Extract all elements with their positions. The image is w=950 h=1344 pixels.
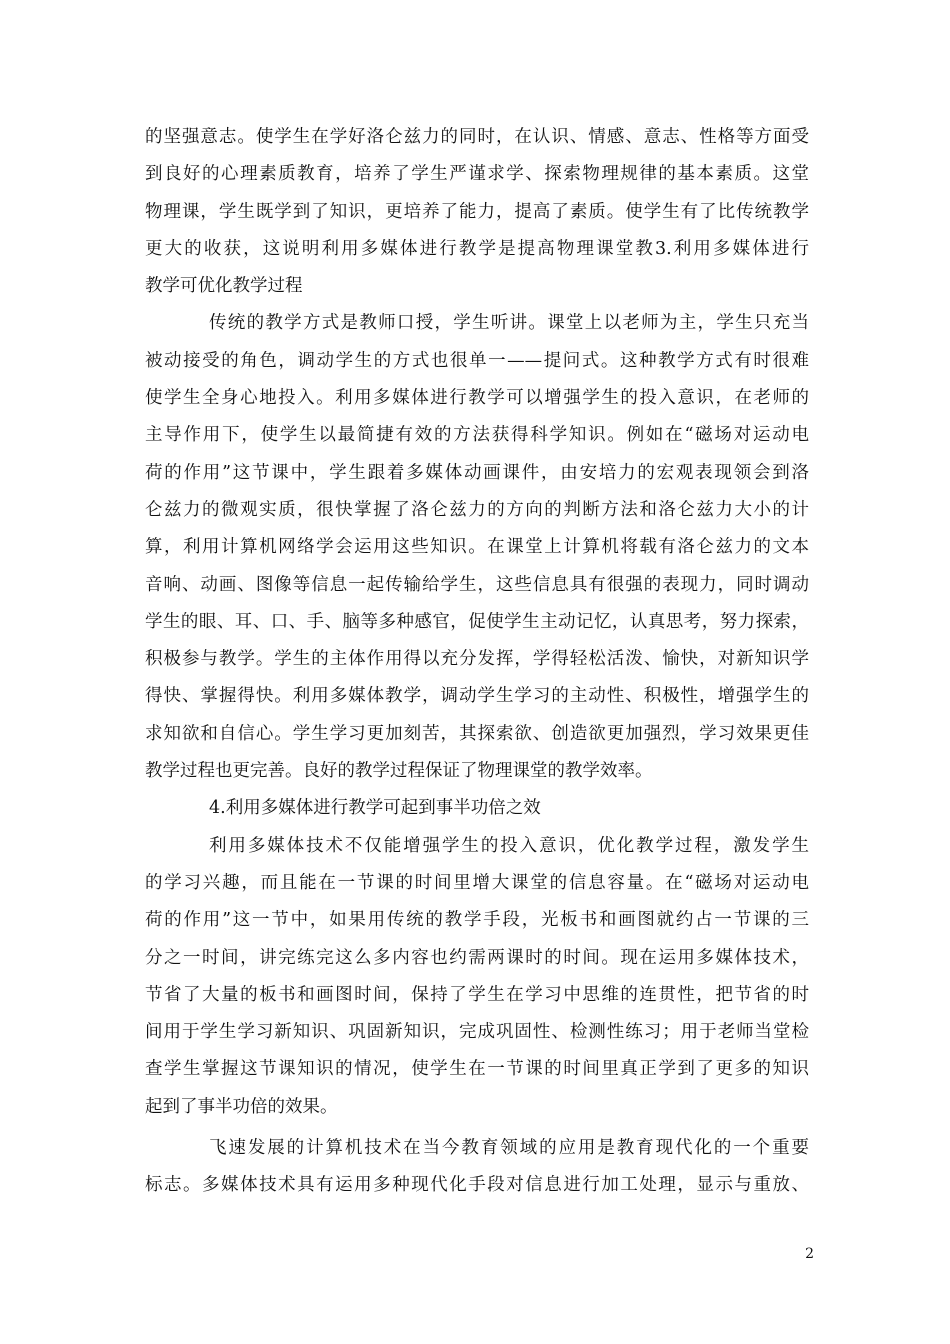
text-line: 求知欲和自信心。学生学习更加刻苦，其探索欲、创造欲更加强烈，学习效果更佳 (145, 723, 809, 744)
text-line: 物理课，学生既学到了知识，更培养了能力，提高了素质。使学生有了比传统教学 (145, 201, 809, 222)
text-line: 使学生全身心地投入。利用多媒体进行教学可以增强学生的投入意识，在老师的 (145, 388, 809, 409)
text-line: 的坚强意志。使学生在学好洛仑兹力的同时，在认识、情感、意志、性格等方面受 (145, 127, 809, 147)
text-line: 标志。多媒体技术具有运用多种现代化手段对信息进行加工处理，显示与重放、 (145, 1175, 809, 1196)
body-text (145, 119, 809, 1205)
text-line: 到良好的心理素质教育，培养了学生严谨求学、探索物理规律的基本素质。这堂 (145, 164, 809, 185)
text-line: 分之一时间，讲完练完这么多内容也约需两课时的时间。现在运用多媒体技术， (145, 947, 809, 968)
text-line: 主导作用下，使学生以最简捷有效的方法获得科学知识。例如在“磁场对运动电 (145, 425, 809, 446)
page-number: 2 (805, 1246, 814, 1262)
text-line: 利用多媒体技术不仅能增强学生的投入意识，优化教学过程，激发学生 (209, 835, 809, 856)
text-line: 传统的教学方式是教师口授，学生听讲。课堂上以老师为主，学生只充当 (209, 313, 809, 334)
text-line: 节省了大量的板书和画图时间，保持了学生在学习中思维的连贯性，把节省的时 (145, 984, 809, 1005)
text-line: 荷的作用”这节课中，学生跟着多媒体动画课件，由安培力的宏观表现领会到洛 (145, 462, 809, 483)
text-line: 荷的作用”这一节中，如果用传统的教学手段，光板书和画图就约占一节课的三 (145, 910, 809, 931)
text-line: 被动接受的角色，调动学生的方式也很单一——提问式。这种教学方式有时很难 (145, 350, 809, 371)
text-line: 算，利用计算机网络学会运用这些知识。在课堂上计算机将载有洛仑兹力的文本 (145, 537, 809, 558)
text-line: 的学习兴趣，而且能在一节课的时间里增大课堂的信息容量。在“磁场对运动电 (145, 872, 809, 893)
text-line: 起到了事半功倍的效果。 (145, 1096, 338, 1117)
text-line: 得快、掌握得快。利用多媒体教学，调动学生学习的主动性、积极性，增强学生的 (145, 686, 809, 707)
text-line: 间用于学生学习新知识、巩固新知识，完成巩固性、检测性练习；用于老师当堂检 (145, 1022, 809, 1043)
text-line: 查学生掌握这节课知识的情况，使学生在一节课的时间里真正学到了更多的知识 (145, 1059, 809, 1080)
text-line: 4.利用多媒体进行教学可起到事半功倍之效 (209, 798, 541, 819)
text-line: 飞速发展的计算机技术在当今教育领域的应用是教育现代化的一个重要 (209, 1138, 809, 1159)
text-line: 音响、动画、图像等信息一起传输给学生，这些信息具有很强的表现力，同时调动 (145, 574, 809, 595)
text-line: 仑兹力的微观实质，很快掌握了洛仑兹力的方向的判断方法和洛仑兹力大小的计 (145, 499, 809, 520)
text-line: 教学过程也更完善。良好的教学过程保证了物理课堂的教学效率。 (145, 761, 653, 782)
text-line: 更大的收获，这说明利用多媒体进行教学是提高物理课堂教3.利用多媒体进行 (145, 238, 809, 259)
text-line: 积极参与教学。学生的主体作用得以充分发挥，学得轻松活泼、愉快，对新知识学 (145, 649, 809, 670)
text-line: 学生的眼、耳、口、手、脑等多种感官，促使学生主动记忆，认真思考，努力探索， (145, 611, 809, 632)
text-line: 教学可优化教学过程 (145, 276, 303, 297)
